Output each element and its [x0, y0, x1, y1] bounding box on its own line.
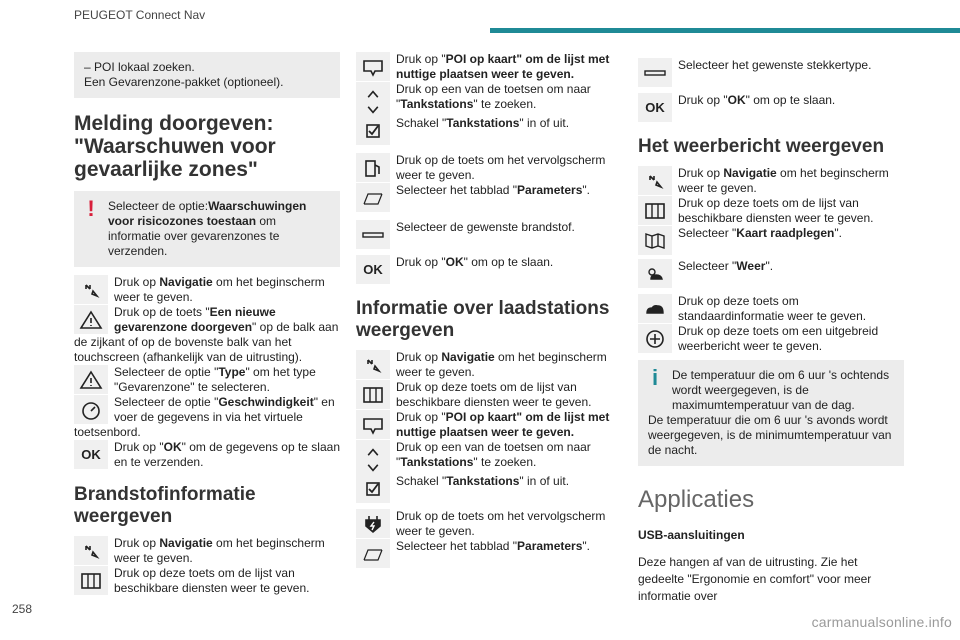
- step-parameters: [356, 539, 622, 568]
- column-3: [638, 52, 904, 605]
- navigation-icon[interactable]: [356, 350, 390, 379]
- step-text: Druk op: [114, 536, 160, 550]
- step-ok: [74, 440, 340, 470]
- step-fuel-type: [356, 220, 622, 249]
- step-text: Selecteer het gewenste stekkertype.: [678, 58, 872, 72]
- warning-icon[interactable]: [74, 305, 108, 334]
- cloud-icon[interactable]: [638, 294, 672, 323]
- step-text: Druk op de toets ": [114, 305, 210, 319]
- step-weather: [638, 259, 904, 288]
- step-text-bold: Type: [218, 365, 246, 379]
- header-title: PEUGEOT Connect Nav: [74, 8, 206, 22]
- step-text: Druk op ": [114, 440, 164, 454]
- step-text-bold: OK: [727, 93, 746, 107]
- step-text-bold: Geschwindigkeit: [218, 395, 314, 409]
- note-text: Selecteer de optie:: [108, 199, 209, 213]
- note-text: De temperatuur die om 6 uur 's avonds wordt weergegeven, is de minimumtemperatuur van de nacht.: [648, 413, 892, 457]
- step-speed: [74, 395, 340, 440]
- step-text: Schakel ": [396, 474, 447, 488]
- step-text: Druk op deze toets om de lijst van beschikbare diensten weer te geven.: [396, 380, 592, 409]
- plug-type-icon[interactable]: [638, 58, 672, 87]
- step-text-bold: Tankstations: [446, 116, 520, 130]
- step-plug-type: [638, 58, 904, 87]
- step-text: Druk op ": [396, 52, 446, 66]
- step-text: om het beginscherm weer te geven.: [396, 350, 607, 379]
- step-text-bold: Weer: [736, 259, 766, 273]
- navigation-icon[interactable]: [74, 275, 108, 304]
- step-type: [74, 365, 340, 395]
- column-2: [356, 52, 622, 568]
- watermark: carmanualsonline.info: [811, 614, 952, 630]
- step-text: Druk op ": [396, 255, 446, 269]
- ok-button[interactable]: OK: [74, 440, 108, 469]
- chevron-up-icon[interactable]: [361, 86, 385, 102]
- step-poi: [356, 52, 622, 82]
- step-text-bold: Navigatie: [159, 275, 213, 289]
- step-text: " te zoeken.: [473, 97, 537, 111]
- ok-button[interactable]: OK: [356, 255, 390, 284]
- step-text-bold: POI op kaart" om de lijst met nuttige plaatsen weer te geven.: [396, 52, 610, 81]
- step-text: " om de gegevens op te slaan en te verzenden.: [114, 440, 340, 469]
- step-services: [74, 566, 340, 596]
- warning-icon[interactable]: [74, 365, 108, 394]
- step-text: Druk op deze toets om de lijst van beschikbare diensten weer te geven.: [114, 566, 310, 595]
- step-toggle: [356, 474, 622, 503]
- step-text: Druk op deze toets om de lijst van beschikbare diensten weer te geven.: [678, 196, 874, 225]
- step-text: Selecteer ": [678, 226, 737, 240]
- step-text-bold: OK: [445, 255, 464, 269]
- step-search: [356, 440, 622, 470]
- step-text: Selecteer de optie ": [114, 395, 219, 409]
- services-list-icon[interactable]: [74, 566, 108, 595]
- step-text: Druk op deze toets om een uitgebreid weerbericht weer te geven.: [678, 324, 879, 353]
- step-parameters: [356, 183, 622, 212]
- step-text-bold: Tankstations: [446, 474, 520, 488]
- step-text: Druk op: [678, 166, 724, 180]
- step-text: om het beginscherm weer te geven.: [114, 536, 325, 565]
- poi-map-icon[interactable]: [356, 52, 390, 81]
- step-navigation: [638, 166, 904, 196]
- step-text-bold: Navigatie: [723, 166, 777, 180]
- paragraph-usb: Deze hangen af van de uitrusting. Zie het gedeelte "Ergonomie en comfort" voor meer informatie over: [638, 555, 872, 603]
- speedometer-icon[interactable]: [74, 395, 108, 424]
- parameters-tab-icon[interactable]: [356, 539, 390, 568]
- heading-melding: Melding doorgeven: "Waarschuwen voor gevaarlijke zones": [74, 112, 276, 181]
- subheading-usb: USB-aansluitingen: [638, 528, 745, 542]
- intro-line: – POI lokaal zoeken.: [84, 60, 195, 74]
- step-text: " en voer de gegevens in via het virtuele toetsenbord.: [74, 395, 335, 439]
- step-text: Druk op deze toets om standaardinformatie weer te geven.: [678, 294, 867, 323]
- step-text: Selecteer het tabblad ": [396, 183, 518, 197]
- step-text: " om op te slaan.: [463, 255, 554, 269]
- step-next-screen: [356, 509, 622, 539]
- step-text: " in of uit.: [519, 116, 570, 130]
- step-map: [638, 226, 904, 255]
- step-text-bold: Parameters: [517, 183, 583, 197]
- heading-brandstof: Brandstofinformatie weergeven: [74, 484, 256, 527]
- info-icon: i: [651, 365, 659, 390]
- step-text: Druk op ": [396, 410, 446, 424]
- note-text: om informatie over gevarenzones te verzenden.: [108, 214, 280, 258]
- column-1: [74, 52, 340, 596]
- step-navigation: [74, 536, 340, 566]
- step-text: Druk op: [114, 275, 160, 289]
- ok-button[interactable]: OK: [638, 93, 672, 122]
- heading-weer: Het weerbericht weergeven: [638, 136, 885, 157]
- heading-laadstations: Informatie over laadstations weergeven: [356, 298, 610, 341]
- step-text-bold: Navigatie: [159, 536, 213, 550]
- step-extended-info: [638, 324, 904, 354]
- navigation-icon[interactable]: [74, 536, 108, 565]
- step-search: [356, 82, 622, 112]
- step-services: [638, 196, 904, 226]
- step-report-zone: [74, 305, 340, 365]
- step-text: Schakel ": [396, 116, 447, 130]
- step-text: " om op te slaan.: [745, 93, 836, 107]
- checkbox-icon[interactable]: [356, 116, 390, 145]
- step-text: Druk op een van de toetsen om naar ": [396, 440, 591, 469]
- step-text: Selecteer het tabblad ": [396, 539, 518, 553]
- checkbox-icon[interactable]: [356, 474, 390, 503]
- fuel-pump-icon[interactable]: [356, 153, 390, 182]
- map-icon[interactable]: [638, 226, 672, 255]
- services-list-icon[interactable]: [638, 196, 672, 225]
- plus-icon[interactable]: [638, 324, 672, 353]
- step-text: om het beginscherm weer te geven.: [114, 275, 325, 304]
- step-text-bold: OK: [163, 440, 182, 454]
- step-text: Druk op ": [678, 93, 728, 107]
- step-services: [356, 380, 622, 410]
- step-text: Druk op de toets om het vervolgscherm weer te geven.: [396, 509, 606, 538]
- step-text: ".: [765, 259, 774, 273]
- step-text-bold: POI op kaart" om de lijst met nuttige plaatsen weer te geven.: [396, 410, 610, 439]
- step-poi: [356, 410, 622, 440]
- step-text: Druk op de toets om het vervolgscherm weer te geven.: [396, 153, 606, 182]
- intro-line: Een Gevarenzone-pakket (optioneel).: [84, 75, 284, 89]
- step-text: Selecteer ": [678, 259, 737, 273]
- warning-note: [74, 191, 340, 267]
- weather-icon[interactable]: [638, 259, 672, 288]
- step-navigation: [74, 275, 340, 305]
- step-ok: [638, 93, 904, 122]
- step-text-bold: Kaart raadplegen: [736, 226, 835, 240]
- poi-map-icon[interactable]: [356, 410, 390, 439]
- note-text: De temperatuur die om 6 uur 's ochtends wordt weergegeven, is de maximumtemperatuur van de dag.: [672, 368, 890, 412]
- note-text-bold: Waarschuwingen voor risicozones toestaan: [108, 199, 307, 228]
- step-toggle: [356, 116, 622, 145]
- page-number: 258: [12, 602, 33, 616]
- step-text: " om het type "Gevarenzone" te selecteren.: [114, 365, 316, 394]
- step-text-bold: Parameters: [517, 539, 583, 553]
- services-list-icon[interactable]: [356, 380, 390, 409]
- chevron-up-icon[interactable]: [361, 444, 385, 460]
- info-note: [638, 360, 904, 466]
- heading-applicaties: Applicaties: [638, 486, 755, 513]
- step-text: Druk op: [396, 350, 442, 364]
- step-standard-info: [638, 294, 904, 324]
- step-next-screen: [356, 153, 622, 183]
- step-text: Selecteer de gewenste brandstof.: [396, 220, 575, 234]
- parameters-tab-icon[interactable]: [356, 183, 390, 212]
- step-text-bold: Tankstations: [400, 97, 474, 111]
- step-text: " te zoeken.: [473, 455, 537, 469]
- step-text: om het beginscherm weer te geven.: [678, 166, 889, 195]
- step-text: " in of uit.: [519, 474, 570, 488]
- step-text: Selecteer de optie ": [114, 365, 219, 379]
- step-text: ".: [582, 539, 590, 553]
- step-text: Druk op een van de toetsen om naar ": [396, 82, 591, 111]
- fuel-type-icon[interactable]: [356, 220, 390, 249]
- step-ok: [356, 255, 622, 284]
- charging-icon[interactable]: [356, 509, 390, 538]
- navigation-icon[interactable]: [638, 166, 672, 195]
- step-text-bold: Navigatie: [441, 350, 495, 364]
- step-text: " op de balk aan de zijkant of op de bovenste balk van het touchscreen (afhankelijk van de uitrusting).: [74, 320, 339, 364]
- step-text: ".: [582, 183, 590, 197]
- header-accent-bar: [490, 28, 960, 33]
- exclamation-icon: !: [87, 196, 95, 221]
- step-text-bold: Tankstations: [400, 455, 474, 469]
- step-text: ".: [834, 226, 842, 240]
- step-navigation: [356, 350, 622, 380]
- step-text-bold: Een nieuwe gevarenzone doorgeven: [114, 305, 276, 334]
- intro-box: [74, 52, 340, 98]
